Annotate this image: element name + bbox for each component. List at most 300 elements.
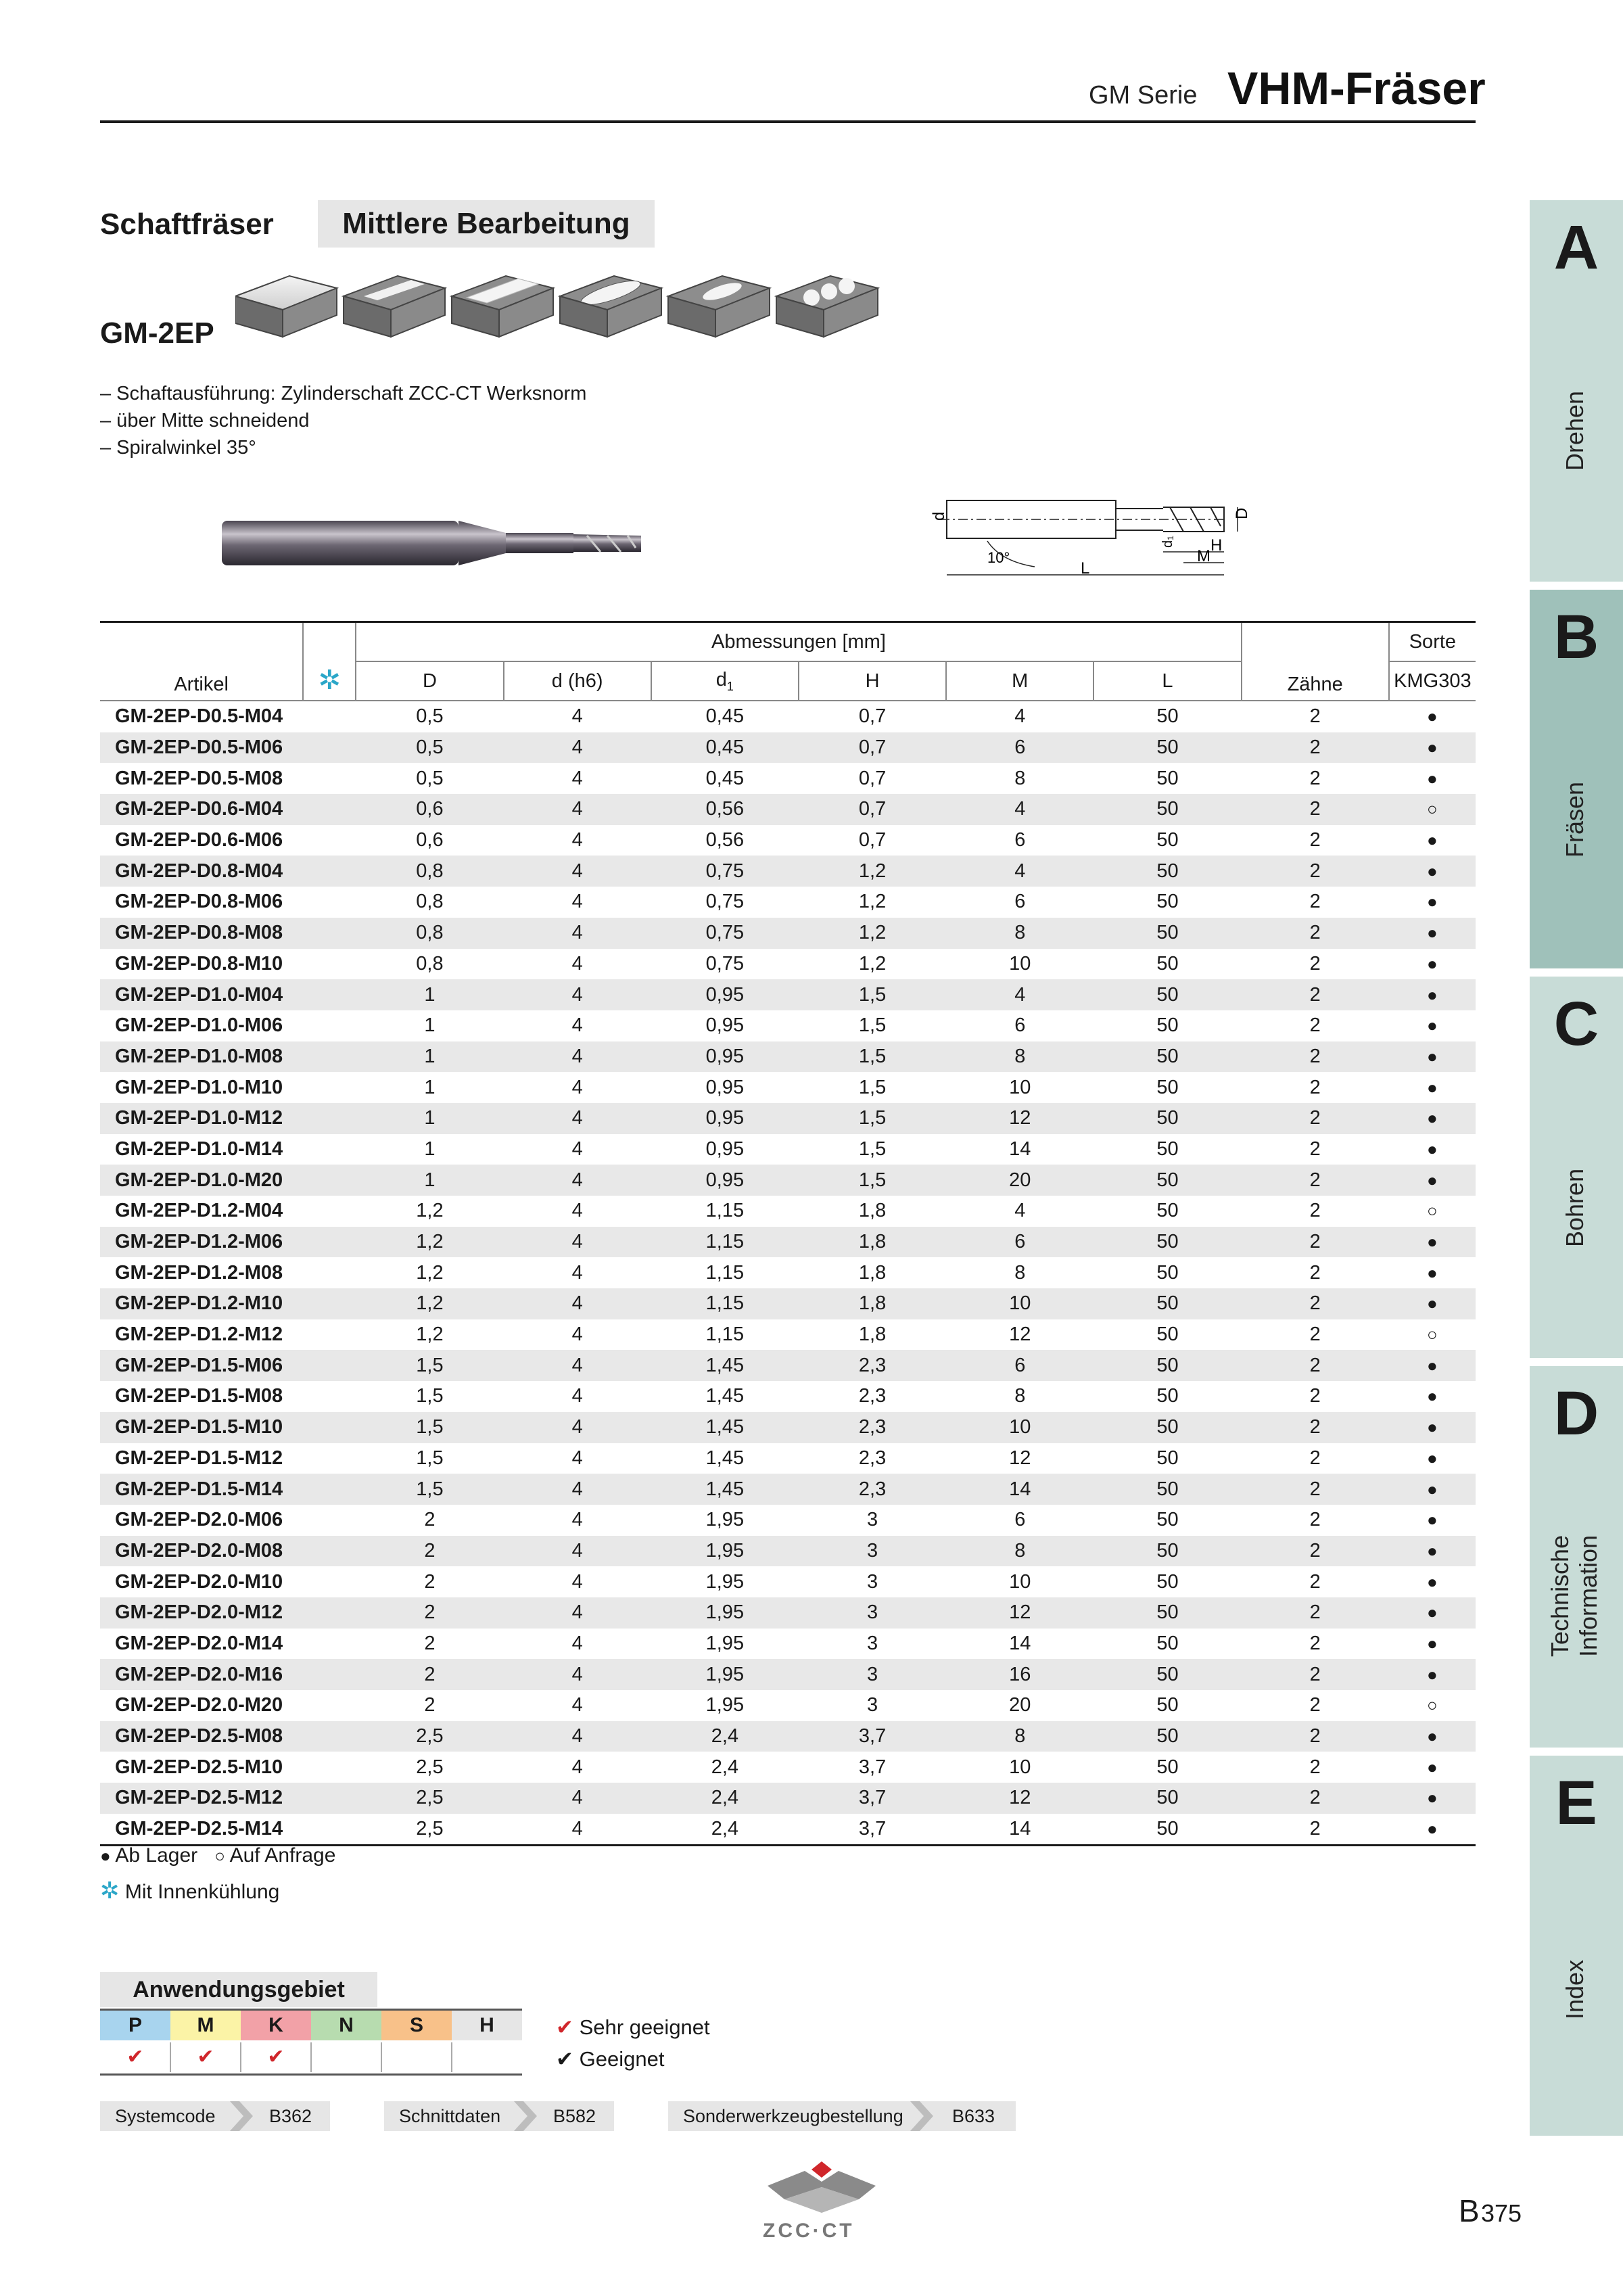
cell-H: 2,3 [799, 1350, 946, 1381]
cell-M: 10 [1009, 952, 1031, 975]
table-row [100, 1257, 1476, 1288]
cell-article: GM-2EP-D1.5-M14 [100, 1474, 303, 1505]
cell-article: GM-2EP-D1.0-M12 [100, 1103, 303, 1134]
cell-D: 0,8 [356, 918, 503, 949]
cell-H: 2,3 [799, 1412, 946, 1443]
cell-M: 8 [946, 918, 1093, 949]
cell-L: 50 [1093, 1412, 1241, 1443]
cell-H: 3 [799, 1536, 946, 1567]
cell-coolant [303, 856, 356, 887]
cell-article: GM-2EP-D1.5-M10 [100, 1412, 303, 1443]
cell-article: GM-2EP-D0.5-M04 [115, 705, 283, 728]
cell-d1: 0,45 [705, 705, 745, 728]
table-row [100, 1196, 1476, 1227]
cell-D: 1,5 [416, 1385, 444, 1407]
page-number: 375 [1481, 2199, 1522, 2227]
cell-M: 14 [1009, 1632, 1031, 1654]
cell-article: GM-2EP-D1.0-M04 [100, 979, 303, 1010]
cell-M: 6 [1014, 1509, 1026, 1531]
svg-text:H: H [1210, 536, 1223, 555]
cell-M: 6 [946, 732, 1093, 764]
cell-M: 14 [946, 1814, 1093, 1846]
cell-M: 20 [1009, 1694, 1031, 1716]
cell-M: 12 [1009, 1447, 1031, 1469]
cell-d1: 0,95 [705, 1014, 745, 1037]
cell-d1: 0,95 [705, 1076, 745, 1098]
cell-grade: ● [1427, 1571, 1438, 1592]
cell-d-h6: 4 [571, 1261, 583, 1284]
cell-coolant [303, 949, 356, 980]
cell-coolant [303, 732, 356, 764]
cell-coolant [303, 1381, 356, 1412]
cell-teeth: 2 [1242, 1597, 1389, 1629]
table-row [100, 1721, 1476, 1752]
cell-article: GM-2EP-D0.8-M10 [115, 952, 283, 975]
cell-article: GM-2EP-D2.5-M12 [100, 1783, 303, 1814]
table-row [100, 979, 1476, 1010]
cell-H: 3,7 [799, 1721, 946, 1752]
table-row [100, 1474, 1476, 1505]
cell-M: 12 [946, 1103, 1093, 1134]
cell-coolant [303, 1536, 356, 1567]
cell-d1: 0,45 [651, 732, 799, 764]
machining-badge: Mittlere Bearbeitung [318, 200, 655, 248]
cell-coolant [303, 1566, 356, 1597]
application-title: Anwendungsgebiet [100, 1972, 377, 2007]
cell-article: GM-2EP-D1.2-M04 [115, 1200, 283, 1222]
cell-H: 3 [799, 1659, 946, 1690]
cell-L: 50 [1093, 1103, 1241, 1134]
cell-L: 50 [1093, 1288, 1241, 1319]
cell-teeth: 2 [1242, 1103, 1389, 1134]
cell-H: 1,8 [799, 1288, 946, 1319]
cell-d-h6: 4 [571, 1014, 583, 1037]
cell-L: 50 [1156, 1138, 1179, 1160]
cell-L: 50 [1093, 1597, 1241, 1629]
cell-coolant [303, 1319, 356, 1351]
cell-M: 10 [946, 1412, 1093, 1443]
cell-coolant [303, 1010, 356, 1041]
cell-H: 1,2 [858, 891, 887, 913]
cell-coolant [303, 1196, 356, 1227]
cell-d1: 1,45 [651, 1412, 799, 1443]
ref-sonderwerkzeug[interactable]: Sonderwerkzeugbestellung B633 [668, 2101, 1016, 2131]
legend-stock: Ab Lager [115, 1844, 198, 1867]
cell-M: 20 [946, 1165, 1093, 1196]
cell-d-h6: 4 [571, 1385, 583, 1407]
cell-d1: 1,45 [651, 1350, 799, 1381]
cell-d-h6: 4 [571, 1138, 583, 1160]
col-d-h6: d (h6) [504, 661, 651, 701]
table-row [100, 1227, 1476, 1258]
cell-grade: ● [1389, 1474, 1476, 1505]
cell-grade: ● [1389, 1412, 1476, 1443]
cell-grade: ● [1389, 1103, 1476, 1134]
table-row [100, 856, 1476, 887]
cell-H: 2,3 [799, 1474, 946, 1505]
cell-coolant [303, 1041, 356, 1073]
cell-coolant [303, 1752, 356, 1783]
cell-grade: ● [1427, 768, 1438, 789]
cell-d1: 1,95 [705, 1509, 745, 1531]
cell-L: 50 [1093, 1721, 1241, 1752]
table-row [100, 1103, 1476, 1134]
cell-L: 50 [1093, 1814, 1241, 1846]
cell-grade: ● [1389, 1814, 1476, 1846]
grid-divider [451, 2042, 452, 2072]
table-row [100, 1752, 1476, 1783]
table-row [100, 1597, 1476, 1629]
cell-d1: 0,95 [705, 1138, 745, 1160]
material-check-icon [381, 2042, 452, 2072]
cell-L: 50 [1156, 1076, 1179, 1098]
cell-teeth: 2 [1242, 1227, 1389, 1258]
table-row [100, 949, 1476, 980]
material-check-icon: ✔ [197, 2046, 214, 2068]
cell-d1: 1,15 [705, 1261, 745, 1284]
cell-teeth: 2 [1242, 1814, 1389, 1846]
cell-teeth: 2 [1309, 952, 1321, 975]
cell-coolant [303, 1597, 356, 1629]
cell-article: GM-2EP-D2.5-M10 [115, 1756, 283, 1778]
cell-grade: ● [1427, 1633, 1438, 1654]
cell-M: 8 [1014, 767, 1026, 789]
table-row [100, 825, 1476, 856]
legend-very-suitable: ✔ Sehr geeignet [556, 2015, 710, 2039]
cell-teeth: 2 [1309, 829, 1321, 851]
cell-D: 1,2 [416, 1200, 444, 1222]
svg-text:d: d [930, 511, 948, 521]
cell-d1: 1,95 [651, 1597, 799, 1629]
cell-L: 50 [1093, 794, 1241, 825]
cell-coolant [303, 1721, 356, 1752]
cell-M: 12 [946, 1783, 1093, 1814]
legend-on-request: Auf Anfrage [229, 1844, 336, 1867]
cell-teeth: 2 [1309, 1323, 1321, 1346]
cell-H: 0,7 [858, 767, 887, 789]
cell-teeth: 2 [1309, 705, 1321, 728]
col-H: H [799, 661, 946, 701]
cell-grade: ○ [1389, 794, 1476, 825]
cell-H: 1,8 [858, 1200, 887, 1222]
cell-article: GM-2EP-D2.0-M14 [115, 1632, 283, 1654]
table-row [100, 1536, 1476, 1567]
chevron-right-icon [227, 2101, 254, 2131]
cell-H: 1,5 [799, 979, 946, 1010]
cell-D: 2 [424, 1509, 436, 1531]
cell-grade: ● [1389, 1288, 1476, 1319]
cell-M: 4 [946, 979, 1093, 1010]
cell-teeth: 2 [1242, 1659, 1389, 1690]
cell-grade: ● [1389, 1227, 1476, 1258]
table-row [100, 918, 1476, 949]
cell-coolant [303, 1134, 356, 1165]
cell-teeth: 2 [1309, 1447, 1321, 1469]
cell-d-h6: 4 [571, 1632, 583, 1654]
cell-M: 12 [1009, 1323, 1031, 1346]
cell-L: 50 [1093, 1474, 1241, 1505]
cell-H: 1,8 [858, 1261, 887, 1284]
cell-article: GM-2EP-D2.0-M06 [115, 1509, 283, 1531]
cell-L: 50 [1156, 1570, 1179, 1593]
cell-H: 0,7 [799, 794, 946, 825]
cell-d1: 0,75 [705, 891, 745, 913]
chevron-right-icon [908, 2101, 935, 2131]
cell-coolant [303, 1690, 356, 1721]
material-check-icon [452, 2042, 522, 2072]
cell-D: 0,8 [416, 952, 444, 975]
cell-grade: ● [1389, 1165, 1476, 1196]
cell-d-h6: 4 [504, 1041, 651, 1073]
cell-H: 3 [866, 1509, 878, 1531]
cell-d1: 0,95 [651, 1041, 799, 1073]
table-row [100, 1412, 1476, 1443]
cell-teeth: 2 [1309, 767, 1321, 789]
cell-coolant [303, 1288, 356, 1319]
cell-grade: ● [1389, 1783, 1476, 1814]
cell-M: 4 [1014, 1200, 1026, 1222]
table-row [100, 701, 1476, 732]
cell-teeth: 2 [1309, 1385, 1321, 1407]
tab-bohren[interactable]: C Bohren [1530, 977, 1623, 1358]
cell-coolant [303, 701, 356, 732]
page-section-letter: B [1459, 2193, 1480, 2228]
table-row [100, 1690, 1476, 1721]
cell-L: 50 [1156, 1014, 1179, 1037]
cell-article: GM-2EP-D0.6-M06 [115, 829, 283, 851]
cell-D: 1,5 [356, 1350, 503, 1381]
cell-grade: ● [1389, 1041, 1476, 1073]
cell-article: GM-2EP-D1.5-M08 [115, 1385, 283, 1407]
cell-D: 2 [356, 1659, 503, 1690]
cell-D: 1,5 [356, 1412, 503, 1443]
svg-text:M: M [1197, 547, 1210, 565]
cell-L: 50 [1093, 732, 1241, 764]
cell-d1: 0,95 [651, 1165, 799, 1196]
black-check-icon: ✔ [556, 2047, 573, 2071]
cell-d1: 1,15 [705, 1323, 745, 1346]
cell-grade: ● [1427, 706, 1438, 727]
cell-M: 10 [1009, 1570, 1031, 1593]
cell-d1: 2,4 [651, 1721, 799, 1752]
cell-M: 16 [946, 1659, 1093, 1690]
cell-d1: 0,75 [705, 952, 745, 975]
cell-L: 50 [1156, 1323, 1179, 1346]
table-row [100, 1165, 1476, 1196]
cell-teeth: 2 [1242, 979, 1389, 1010]
cell-d-h6: 4 [571, 1323, 583, 1346]
cell-article: GM-2EP-D2.0-M16 [100, 1659, 303, 1690]
cell-D: 1 [356, 979, 503, 1010]
cell-d1: 1,95 [705, 1570, 745, 1593]
cell-grade: ● [1389, 979, 1476, 1010]
cell-coolant [303, 1103, 356, 1134]
cell-D: 0,5 [416, 767, 444, 789]
grid-divider [310, 2042, 312, 2072]
cell-teeth: 2 [1242, 1165, 1389, 1196]
cell-grade: ● [1389, 1350, 1476, 1381]
technical-drawing [906, 487, 1258, 592]
cell-d1: 0,45 [705, 767, 745, 789]
cell-grade: ● [1427, 1015, 1438, 1036]
material-s: S [381, 2011, 452, 2040]
cell-M: 10 [1009, 1076, 1031, 1098]
cell-D: 2,5 [356, 1783, 503, 1814]
cell-coolant [303, 1505, 356, 1536]
table-row [100, 1319, 1476, 1351]
tab-drehen[interactable]: A Drehen [1530, 200, 1623, 582]
cell-L: 50 [1156, 705, 1179, 728]
cell-article: GM-2EP-D1.2-M08 [115, 1261, 283, 1284]
legend-suitable: ✔ Geeignet [556, 2047, 665, 2071]
cell-d-h6: 4 [504, 979, 651, 1010]
cell-article: GM-2EP-D0.5-M06 [100, 732, 303, 764]
cell-coolant [303, 1412, 356, 1443]
cell-L: 50 [1156, 829, 1179, 851]
col-D: D [356, 661, 503, 701]
col-d1: $d_1$ [651, 661, 799, 701]
cell-L: 50 [1093, 1659, 1241, 1690]
table-row [100, 1350, 1476, 1381]
cell-d-h6: 4 [504, 856, 651, 887]
cell-L: 50 [1156, 1509, 1179, 1531]
tab-technische-information[interactable]: D Technische Information [1530, 1366, 1623, 1748]
cell-d-h6: 4 [504, 1103, 651, 1134]
cell-d-h6: 4 [571, 767, 583, 789]
table-row [100, 1783, 1476, 1814]
cell-L: 50 [1156, 1756, 1179, 1778]
cell-grade: ● [1389, 1659, 1476, 1690]
cell-D: 0,8 [356, 856, 503, 887]
cell-L: 50 [1093, 979, 1241, 1010]
svg-text:d₁: d₁ [1160, 536, 1175, 548]
cell-d1: 1,45 [651, 1474, 799, 1505]
cell-d-h6: 4 [571, 1756, 583, 1778]
cell-article: GM-2EP-D1.0-M10 [115, 1076, 283, 1098]
cell-H: 1,8 [799, 1227, 946, 1258]
cell-M: 6 [1014, 891, 1026, 913]
cell-grade: ● [1389, 1536, 1476, 1567]
feature-item: – über Mitte schneidend [100, 410, 310, 431]
cell-coolant [303, 918, 356, 949]
cell-D: 0,6 [416, 829, 444, 851]
coolant-legend [100, 1877, 279, 1904]
cell-coolant [303, 1659, 356, 1690]
cell-grade: ● [1427, 830, 1438, 851]
cell-M: 8 [946, 1041, 1093, 1073]
cell-coolant [303, 1257, 356, 1288]
col-M: M [946, 661, 1093, 701]
cell-H: 1,2 [858, 952, 887, 975]
cell-d-h6: 4 [504, 1288, 651, 1319]
table-row [100, 1072, 1476, 1103]
cell-article: GM-2EP-D2.0-M08 [100, 1536, 303, 1567]
cell-teeth: 2 [1309, 1138, 1321, 1160]
cell-L: 50 [1093, 1536, 1241, 1567]
cell-d-h6: 4 [571, 1200, 583, 1222]
cell-grade: ● [1427, 1509, 1438, 1530]
cell-d-h6: 4 [504, 1350, 651, 1381]
svg-text:L: L [1081, 559, 1090, 578]
cell-coolant [303, 1165, 356, 1196]
svg-text:10°: 10° [987, 549, 1010, 566]
chevron-right-icon [511, 2101, 538, 2131]
cell-d1: 0,75 [651, 856, 799, 887]
cell-H: 3 [866, 1570, 878, 1593]
cell-M: 8 [946, 1721, 1093, 1752]
cell-D: 2,5 [356, 1814, 503, 1846]
cell-d1: 0,56 [651, 794, 799, 825]
header-divider [100, 120, 1476, 123]
cell-d-h6: 4 [571, 891, 583, 913]
material-check-icon: ✔ [126, 2046, 144, 2068]
cell-D: 2 [356, 1536, 503, 1567]
cell-H: 1,8 [858, 1323, 887, 1346]
cell-L: 50 [1156, 1694, 1179, 1716]
cell-grade: ● [1389, 856, 1476, 887]
cell-d-h6: 4 [571, 1694, 583, 1716]
cell-teeth: 2 [1309, 1076, 1321, 1098]
cell-M: 4 [1014, 705, 1026, 728]
col-article: Artikel [100, 622, 303, 701]
cell-H: 1,5 [858, 1014, 887, 1037]
cell-M: 8 [1014, 1385, 1026, 1407]
cell-coolant [303, 1474, 356, 1505]
operation-blocks-icon [235, 269, 885, 350]
svg-text:D: D [1233, 507, 1251, 519]
cell-M: 6 [1014, 1014, 1026, 1037]
cell-d-h6: 4 [571, 1570, 583, 1593]
cell-H: 3,7 [799, 1814, 946, 1846]
feature-list [100, 380, 586, 461]
cell-H: 1,5 [799, 1103, 946, 1134]
grid-divider [381, 2042, 382, 2072]
cell-grade: ● [1427, 1138, 1438, 1159]
ref-systemcode[interactable]: Systemcode B362 [100, 2101, 330, 2131]
cell-d1: 1,45 [705, 1385, 745, 1407]
cell-d1: 1,95 [705, 1632, 745, 1654]
cell-D: 1,5 [416, 1447, 444, 1469]
cell-H: 3 [866, 1632, 878, 1654]
material-check-icon: ✔ [267, 2046, 285, 2068]
col-grade: KMG303 [1389, 661, 1476, 701]
header-series: GM Serie [1089, 81, 1198, 110]
cell-d-h6: 4 [571, 1076, 583, 1098]
cell-coolant [303, 887, 356, 918]
cell-article: GM-2EP-D1.5-M06 [100, 1350, 303, 1381]
tab-fraesen[interactable]: B Fräsen [1530, 590, 1623, 968]
cell-L: 50 [1093, 1227, 1241, 1258]
ref-schnittdaten[interactable]: Schnittdaten B582 [384, 2101, 614, 2131]
cell-grade: ● [1389, 918, 1476, 949]
cell-d1: 0,75 [651, 918, 799, 949]
cell-article: GM-2EP-D1.0-M06 [115, 1014, 283, 1037]
cell-d1: 1,95 [705, 1694, 745, 1716]
cell-grade: ● [1427, 1262, 1438, 1283]
tab-index[interactable]: E Index [1530, 1756, 1623, 2136]
cell-teeth: 2 [1242, 1536, 1389, 1567]
cell-article: GM-2EP-D0.8-M04 [100, 856, 303, 887]
cell-teeth: 2 [1309, 1694, 1321, 1716]
cell-grade: ● [1427, 953, 1438, 974]
cell-article: GM-2EP-D0.8-M06 [115, 891, 283, 913]
cell-grade: ● [1427, 1077, 1438, 1098]
cell-L: 50 [1093, 1041, 1241, 1073]
cell-H: 2,3 [858, 1385, 887, 1407]
cell-D: 1 [356, 1041, 503, 1073]
cell-d-h6: 4 [504, 1412, 651, 1443]
table-row [100, 732, 1476, 764]
